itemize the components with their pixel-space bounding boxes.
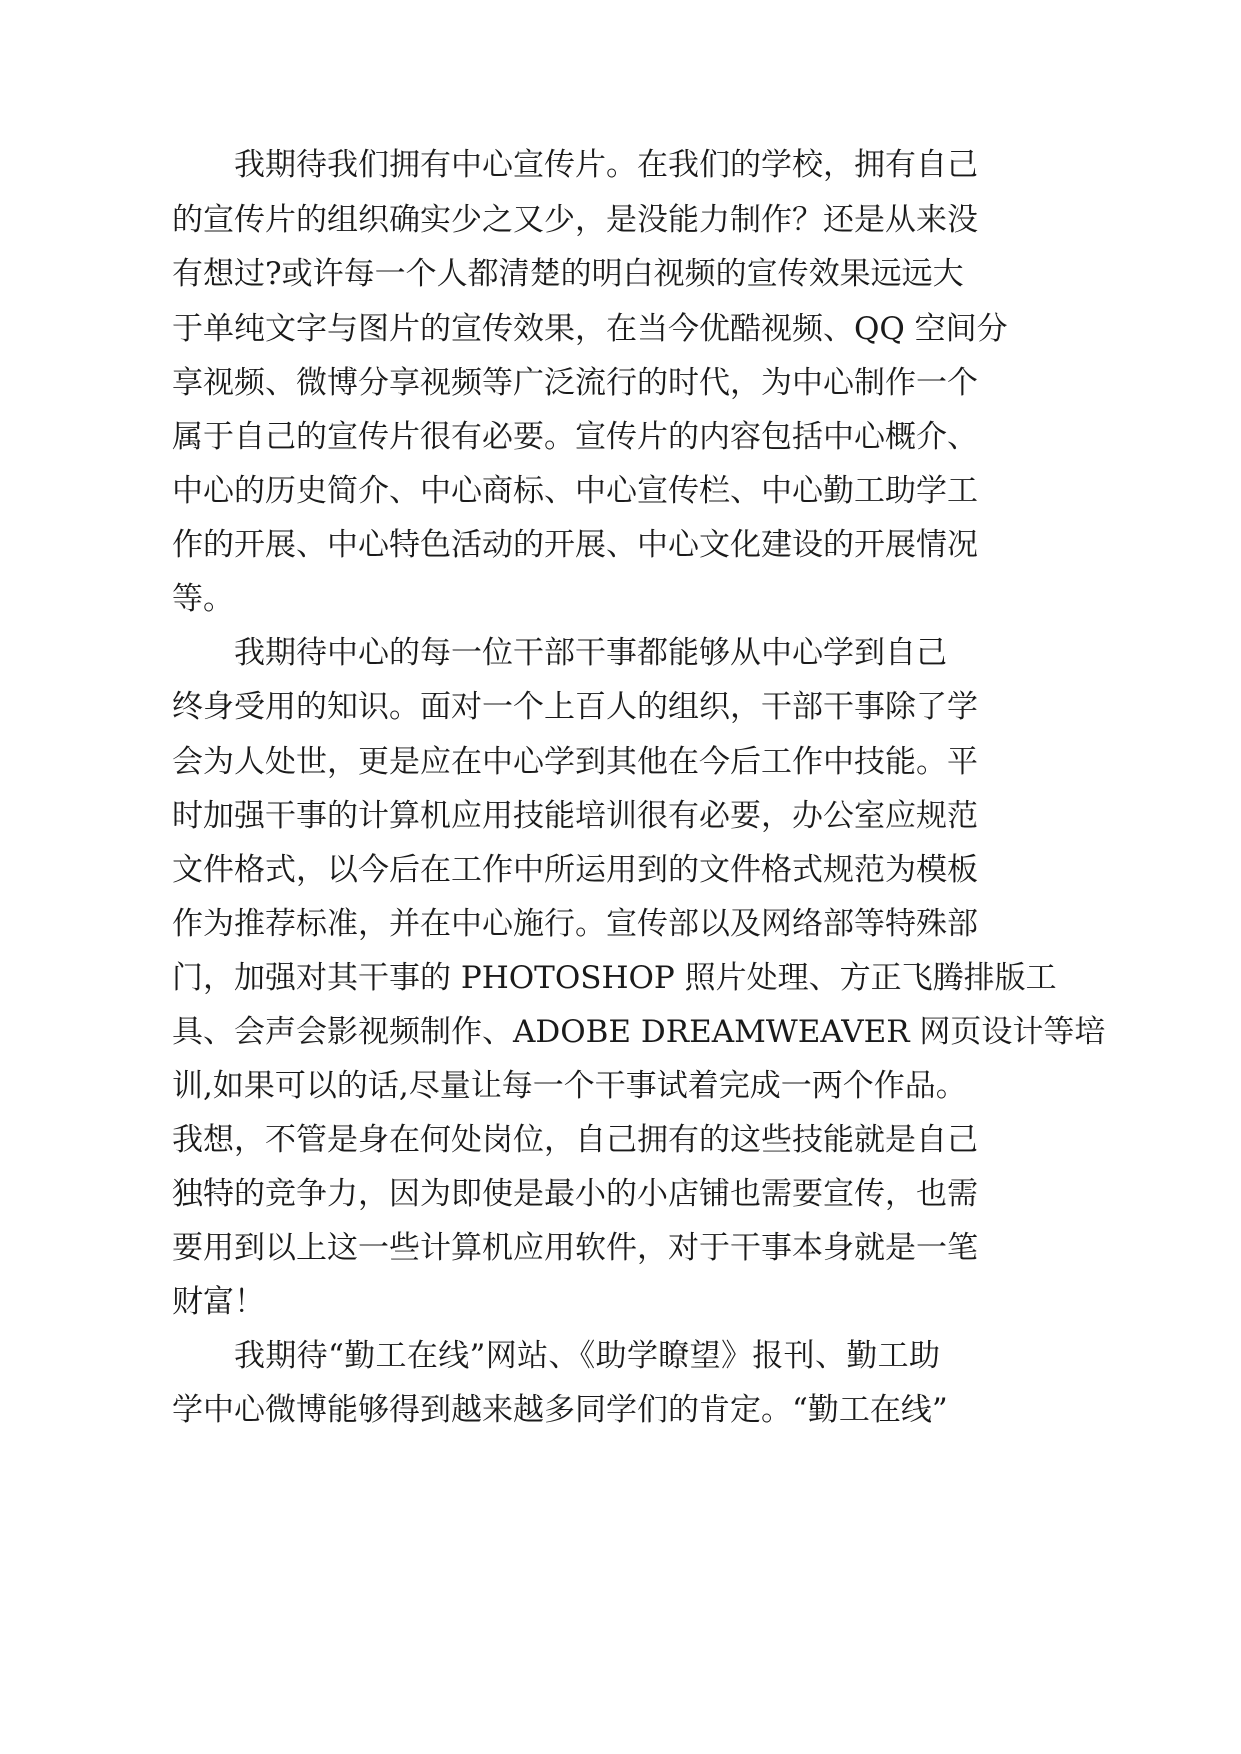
paragraph-line: 文件格式，以今后在工作中所运用到的文件格式规范为模板 bbox=[172, 852, 978, 888]
paragraph-line: 有想过?或许每一个人都清楚的明白视频的宣传效果远远大 bbox=[172, 256, 964, 292]
paragraph-line: 我期待中心的每一位干部干事都能够从中心学到自己 bbox=[234, 635, 947, 671]
paragraph-line: 具、会声会影视频制作、ADOBE DREAMWEAVER 网页设计等培 bbox=[172, 1014, 1106, 1050]
paragraph-line: 属于自己的宣传片很有必要。宣传片的内容包括中心概介、 bbox=[172, 419, 978, 455]
paragraph-line: 财富！ bbox=[172, 1284, 265, 1320]
paragraph-line: 我期待“勤工在线”网站、《助学瞭望》报刊、勤工助 bbox=[234, 1338, 940, 1374]
paragraph-line: 中心的历史简介、中心商标、中心宣传栏、中心勤工助学工 bbox=[172, 473, 978, 509]
paragraph-line: 独特的竞争力，因为即使是最小的小店铺也需要宣传，也需 bbox=[172, 1176, 978, 1212]
paragraph-line: 于单纯文字与图片的宣传效果，在当今优酷视频、QQ 空间分 bbox=[172, 311, 1008, 347]
paragraph-line: 终身受用的知识。面对一个上百人的组织，干部干事除了学 bbox=[172, 689, 978, 725]
paragraph-line: 作的开展、中心特色活动的开展、中心文化建设的开展情况 bbox=[172, 527, 978, 563]
paragraph-line: 门，加强对其干事的 PHOTOSHOP 照片处理、方正飞腾排版工 bbox=[172, 960, 1057, 996]
paragraph-line: 我期待我们拥有中心宣传片。在我们的学校，拥有自己 bbox=[234, 147, 978, 183]
paragraph-line: 享视频、微博分享视频等广泛流行的时代，为中心制作一个 bbox=[172, 365, 978, 401]
paragraph-line: 要用到以上这一些计算机应用软件，对于干事本身就是一笔 bbox=[172, 1230, 978, 1266]
paragraph-line: 作为推荐标准，并在中心施行。宣传部以及网络部等特殊部 bbox=[172, 906, 978, 942]
paragraph-line: 训,如果可以的话,尽量让每一个干事试着完成一两个作品。 bbox=[172, 1068, 967, 1104]
paragraph-line: 的宣传片的组织确实少之又少，是没能力制作？还是从来没 bbox=[172, 202, 978, 238]
paragraph-line: 会为人处世，更是应在中心学到其他在今后工作中技能。平 bbox=[172, 744, 978, 780]
paragraph-line: 等。 bbox=[172, 581, 234, 617]
paragraph-line: 学中心微博能够得到越来越多同学们的肯定。“勤工在线” bbox=[172, 1392, 948, 1428]
paragraph-line: 时加强干事的计算机应用技能培训很有必要，办公室应规范 bbox=[172, 798, 978, 834]
paragraph-line: 我想，不管是身在何处岗位，自己拥有的这些技能就是自己 bbox=[172, 1122, 978, 1158]
